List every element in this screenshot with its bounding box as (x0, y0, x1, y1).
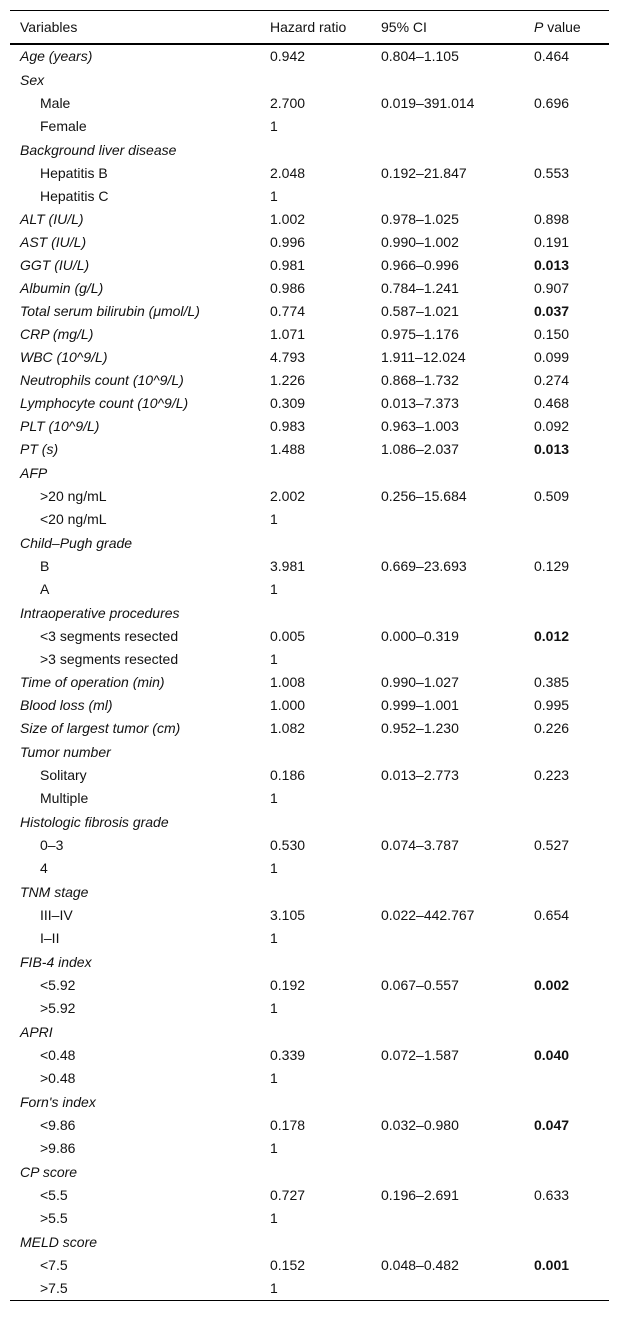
table-row (10, 485, 609, 508)
cell-ci (371, 997, 524, 1020)
table-row (10, 1044, 609, 1067)
cell-ci (371, 531, 524, 555)
cell-variable: GGT (IU/L) (20, 257, 90, 273)
cell-variable: B (40, 558, 50, 574)
table-row (10, 346, 609, 369)
hazard-ratio-table (10, 10, 609, 1301)
table-row (10, 717, 609, 740)
cell-variable: Background liver disease (20, 142, 177, 158)
cell-hazard-ratio: 1 (270, 581, 278, 597)
cell-ci (371, 1230, 524, 1254)
cell-ci (371, 1277, 524, 1301)
cell-p-value (524, 740, 609, 764)
cell-p-value (524, 531, 609, 555)
cell-hazard-ratio: 0.192 (270, 977, 306, 993)
cell-ci: 0.804–1.105 (381, 48, 459, 64)
cell-p-value: 0.898 (534, 211, 570, 227)
cell-variable: <20 ng/mL (40, 511, 107, 527)
table-row (10, 950, 609, 974)
cell-p-value: 0.509 (534, 488, 570, 504)
cell-hazard-ratio: 1 (270, 188, 278, 204)
cell-hazard-ratio: 0.983 (270, 418, 306, 434)
cell-p-value (524, 1020, 609, 1044)
cell-ci (371, 578, 524, 601)
cell-p-value: 0.002 (534, 977, 570, 993)
cell-ci: 0.669–23.693 (381, 558, 467, 574)
table-row (10, 162, 609, 185)
cell-hazard-ratio: 1 (270, 860, 278, 876)
cell-p-value: 0.385 (534, 674, 570, 690)
cell-ci (371, 461, 524, 485)
table-row (10, 578, 609, 601)
cell-variable: Albumin (g/L) (20, 280, 104, 296)
cell-p-value (524, 648, 609, 671)
cell-hazard-ratio: 1.488 (270, 441, 306, 457)
table-row (10, 44, 609, 68)
table-row (10, 1184, 609, 1207)
table-row (10, 810, 609, 834)
cell-ci (371, 115, 524, 138)
cell-variable: AFP (20, 465, 48, 481)
cell-ci (371, 810, 524, 834)
cell-p-value: 0.654 (534, 907, 570, 923)
cell-p-value: 0.995 (534, 697, 570, 713)
cell-hazard-ratio (260, 880, 371, 904)
cell-hazard-ratio: 0.005 (270, 628, 306, 644)
table-row (10, 277, 609, 300)
cell-p-value: 0.047 (534, 1117, 570, 1133)
table-row (10, 1277, 609, 1301)
cell-ci (371, 927, 524, 950)
table-row (10, 185, 609, 208)
cell-ci: 0.963–1.003 (381, 418, 459, 434)
table-row (10, 904, 609, 927)
table-row (10, 648, 609, 671)
cell-variable: >3 segments resected (40, 651, 179, 667)
cell-ci: 0.990–1.027 (381, 674, 459, 690)
cell-p-value: 0.037 (534, 303, 570, 319)
header-ci: 95% CI (371, 11, 524, 45)
cell-hazard-ratio: 1 (260, 1277, 371, 1301)
cell-variable: <0.48 (40, 1047, 76, 1063)
cell-ci: 0.013–2.773 (381, 767, 459, 783)
cell-variable: Solitary (40, 767, 87, 783)
cell-variable: Histologic fibrosis grade (20, 814, 169, 830)
table-row (10, 1090, 609, 1114)
cell-variable: 4 (40, 860, 48, 876)
table-row (10, 138, 609, 162)
cell-variable: <5.92 (40, 977, 76, 993)
cell-ci: 0.048–0.482 (381, 1257, 459, 1273)
cell-hazard-ratio: 2.700 (270, 95, 306, 111)
cell-variable: Time of operation (min) (20, 674, 165, 690)
cell-variable: APRI (20, 1024, 53, 1040)
table-row (10, 1230, 609, 1254)
cell-ci: 0.990–1.002 (381, 234, 459, 250)
cell-ci (371, 1160, 524, 1184)
cell-hazard-ratio: 0.774 (270, 303, 306, 319)
cell-ci: 0.000–0.319 (381, 628, 459, 644)
cell-p-value (524, 68, 609, 92)
cell-hazard-ratio: 0.996 (270, 234, 306, 250)
cell-p-value (524, 1230, 609, 1254)
cell-p-value: 0.099 (534, 349, 570, 365)
cell-p-value: 0.696 (534, 95, 570, 111)
cell-hazard-ratio: 1 (270, 651, 278, 667)
table-row (10, 92, 609, 115)
table-row (10, 601, 609, 625)
cell-variable: >20 ng/mL (40, 488, 107, 504)
cell-ci: 1.911–12.024 (381, 349, 466, 365)
table-row (10, 1137, 609, 1160)
cell-ci: 0.784–1.241 (381, 280, 459, 296)
cell-hazard-ratio: 1 (270, 1000, 278, 1016)
table-row (10, 1207, 609, 1230)
table-row (10, 880, 609, 904)
cell-hazard-ratio: 1 (270, 118, 278, 134)
cell-variable: CRP (mg/L) (20, 326, 94, 342)
cell-variable: Total serum bilirubin (μmol/L) (20, 303, 200, 319)
cell-variable: Age (years) (20, 48, 93, 64)
cell-ci (371, 138, 524, 162)
cell-variable: 0–3 (40, 837, 64, 853)
cell-hazard-ratio (260, 740, 371, 764)
cell-hazard-ratio: 1 (270, 1210, 278, 1226)
cell-p-value: 0.129 (534, 558, 570, 574)
cell-ci: 0.192–21.847 (381, 165, 467, 181)
cell-hazard-ratio: 3.105 (270, 907, 306, 923)
table-row (10, 555, 609, 578)
cell-ci: 0.975–1.176 (381, 326, 459, 342)
cell-ci: 0.952–1.230 (381, 720, 459, 736)
cell-hazard-ratio: 2.048 (270, 165, 306, 181)
cell-p-value: 0.223 (534, 767, 570, 783)
table-row (10, 300, 609, 323)
table-row (10, 834, 609, 857)
cell-ci: 0.022–442.767 (381, 907, 475, 923)
cell-p-value: 0.633 (534, 1187, 570, 1203)
cell-hazard-ratio (260, 531, 371, 555)
cell-ci (371, 648, 524, 671)
table-row (10, 764, 609, 787)
cell-p-value (524, 857, 609, 880)
header-p-value (524, 11, 609, 45)
cell-hazard-ratio: 1 (270, 930, 278, 946)
cell-p-value (524, 1207, 609, 1230)
cell-variable: PT (s) (20, 441, 59, 457)
cell-hazard-ratio: 0.942 (270, 48, 306, 64)
cell-hazard-ratio: 1.002 (270, 211, 306, 227)
table-row (10, 68, 609, 92)
cell-variable: Hepatitis B (40, 165, 108, 181)
cell-hazard-ratio: 4.793 (270, 349, 306, 365)
cell-hazard-ratio (260, 1230, 371, 1254)
cell-ci (371, 1090, 524, 1114)
cell-variable: MELD score (20, 1234, 98, 1250)
cell-p-value: 0.274 (534, 372, 570, 388)
cell-hazard-ratio: 0.986 (270, 280, 306, 296)
cell-variable: PLT (10^9/L) (20, 418, 100, 434)
table-row (10, 115, 609, 138)
cell-ci (371, 601, 524, 625)
header-p-rest: value (543, 19, 581, 35)
cell-p-value (524, 1137, 609, 1160)
table-row (10, 1254, 609, 1277)
cell-p-value: 0.191 (534, 234, 570, 250)
cell-variable: WBC (10^9/L) (20, 349, 108, 365)
cell-hazard-ratio (260, 1020, 371, 1044)
cell-variable: FIB-4 index (20, 954, 92, 970)
cell-ci (371, 740, 524, 764)
cell-hazard-ratio (260, 1090, 371, 1114)
cell-variable: >5.92 (40, 1000, 76, 1016)
cell-variable: III–IV (40, 907, 73, 923)
cell-hazard-ratio: 0.152 (270, 1257, 306, 1273)
cell-variable: >7.5 (10, 1277, 260, 1301)
cell-variable: >5.5 (40, 1210, 68, 1226)
cell-hazard-ratio: 0.530 (270, 837, 306, 853)
cell-ci (371, 857, 524, 880)
cell-p-value (524, 880, 609, 904)
cell-p-value (524, 1160, 609, 1184)
cell-hazard-ratio: 0.981 (270, 257, 306, 273)
cell-variable: I–II (40, 930, 60, 946)
cell-ci: 0.072–1.587 (381, 1047, 459, 1063)
cell-variable: <3 segments resected (40, 628, 179, 644)
table-body (10, 44, 609, 1301)
table-row (10, 997, 609, 1020)
cell-hazard-ratio (260, 950, 371, 974)
cell-variable: <9.86 (40, 1117, 76, 1133)
header-hazard-ratio: Hazard ratio (260, 11, 371, 45)
cell-p-value: 0.527 (534, 837, 570, 853)
cell-p-value (524, 601, 609, 625)
cell-ci (371, 508, 524, 531)
cell-ci: 0.868–1.732 (381, 372, 459, 388)
cell-p-value (524, 787, 609, 810)
cell-p-value (524, 508, 609, 531)
cell-p-value (524, 115, 609, 138)
cell-p-value: 0.226 (534, 720, 570, 736)
header-row (10, 11, 609, 45)
cell-hazard-ratio (260, 68, 371, 92)
cell-ci: 0.013–7.373 (381, 395, 459, 411)
cell-ci (371, 1207, 524, 1230)
table-row (10, 231, 609, 254)
cell-p-value: 0.464 (534, 48, 570, 64)
cell-variable: TNM stage (20, 884, 89, 900)
cell-hazard-ratio: 0.178 (270, 1117, 306, 1133)
table-row (10, 369, 609, 392)
table-row (10, 392, 609, 415)
table-row (10, 1020, 609, 1044)
cell-hazard-ratio: 1.082 (270, 720, 306, 736)
cell-hazard-ratio (260, 1160, 371, 1184)
table-row (10, 254, 609, 277)
cell-hazard-ratio: 1 (270, 511, 278, 527)
cell-p-value: 0.012 (534, 628, 570, 644)
header-p-italic: P (534, 19, 544, 35)
table-row (10, 1067, 609, 1090)
table-row (10, 787, 609, 810)
cell-ci: 0.999–1.001 (381, 697, 459, 713)
cell-ci (371, 1020, 524, 1044)
table-row (10, 927, 609, 950)
cell-ci: 0.032–0.980 (381, 1117, 459, 1133)
cell-ci: 0.966–0.996 (381, 257, 459, 273)
table-row (10, 857, 609, 880)
table-row (10, 323, 609, 346)
cell-p-value: 0.907 (534, 280, 570, 296)
cell-p-value (524, 1067, 609, 1090)
cell-variable: Multiple (40, 790, 89, 806)
cell-hazard-ratio: 3.981 (270, 558, 306, 574)
cell-p-value: 0.013 (534, 257, 570, 273)
cell-p-value (524, 927, 609, 950)
cell-variable: CP score (20, 1164, 78, 1180)
cell-hazard-ratio: 0.727 (270, 1187, 306, 1203)
cell-hazard-ratio (260, 810, 371, 834)
cell-variable: Tumor number (20, 744, 111, 760)
cell-ci (371, 787, 524, 810)
table-row (10, 974, 609, 997)
cell-ci: 1.086–2.037 (381, 441, 459, 457)
cell-p-value: 0.468 (534, 395, 570, 411)
cell-variable: ALT (IU/L) (20, 211, 84, 227)
cell-p-value (524, 461, 609, 485)
cell-p-value: 0.150 (534, 326, 570, 342)
cell-ci (371, 68, 524, 92)
cell-ci: 0.067–0.557 (381, 977, 459, 993)
cell-hazard-ratio: 0.339 (270, 1047, 306, 1063)
cell-ci: 0.019–391.014 (381, 95, 475, 111)
cell-hazard-ratio: 2.002 (270, 488, 306, 504)
cell-variable: Sex (20, 72, 45, 88)
cell-variable: Female (40, 118, 87, 134)
cell-variable: Forn's index (20, 1094, 96, 1110)
cell-variable: AST (IU/L) (20, 234, 87, 250)
table-row (10, 671, 609, 694)
table-row (10, 625, 609, 648)
table-row (10, 461, 609, 485)
cell-hazard-ratio: 1 (270, 1140, 278, 1156)
cell-hazard-ratio: 0.186 (270, 767, 306, 783)
cell-p-value (524, 810, 609, 834)
cell-variable: Male (40, 95, 71, 111)
cell-ci (371, 1067, 524, 1090)
table-container (10, 10, 609, 1301)
cell-variable: >0.48 (40, 1070, 76, 1086)
cell-ci (371, 1137, 524, 1160)
table-row (10, 740, 609, 764)
cell-variable: Child–Pugh grade (20, 535, 133, 551)
cell-variable: Neutrophils count (10^9/L) (20, 372, 184, 388)
cell-ci (371, 185, 524, 208)
table-row (10, 531, 609, 555)
table-row (10, 1114, 609, 1137)
table-header (10, 11, 609, 45)
cell-hazard-ratio: 1 (270, 790, 278, 806)
cell-ci: 0.074–3.787 (381, 837, 459, 853)
cell-variable: Hepatitis C (40, 188, 109, 204)
table-row (10, 438, 609, 461)
cell-hazard-ratio: 1.008 (270, 674, 306, 690)
cell-p-value (524, 1277, 609, 1301)
cell-p-value: 0.553 (534, 165, 570, 181)
cell-p-value: 0.001 (534, 1257, 570, 1273)
cell-hazard-ratio (260, 138, 371, 162)
cell-ci: 0.978–1.025 (381, 211, 459, 227)
cell-p-value (524, 950, 609, 974)
cell-p-value (524, 185, 609, 208)
cell-p-value: 0.092 (534, 418, 570, 434)
cell-ci (371, 950, 524, 974)
cell-variable: Size of largest tumor (cm) (20, 720, 181, 736)
cell-variable: Lymphocyte count (10^9/L) (20, 395, 189, 411)
cell-hazard-ratio: 1 (270, 1070, 278, 1086)
cell-ci: 0.196–2.691 (381, 1187, 459, 1203)
cell-variable: <7.5 (40, 1257, 68, 1273)
cell-hazard-ratio: 0.309 (270, 395, 306, 411)
cell-p-value (524, 578, 609, 601)
cell-p-value: 0.040 (534, 1047, 570, 1063)
cell-ci (371, 880, 524, 904)
cell-hazard-ratio: 1.226 (270, 372, 306, 388)
cell-variable: <5.5 (40, 1187, 68, 1203)
cell-ci: 0.587–1.021 (381, 303, 459, 319)
cell-p-value (524, 138, 609, 162)
cell-variable: Blood loss (ml) (20, 697, 113, 713)
cell-ci: 0.256–15.684 (381, 488, 467, 504)
table-row (10, 208, 609, 231)
cell-hazard-ratio (260, 461, 371, 485)
cell-variable: A (40, 581, 50, 597)
cell-hazard-ratio (260, 601, 371, 625)
table-row (10, 415, 609, 438)
cell-p-value (524, 997, 609, 1020)
table-row (10, 694, 609, 717)
cell-variable: >9.86 (40, 1140, 76, 1156)
cell-variable: Intraoperative procedures (20, 605, 180, 621)
cell-hazard-ratio: 1.000 (270, 697, 306, 713)
cell-p-value (524, 1090, 609, 1114)
cell-p-value: 0.013 (534, 441, 570, 457)
table-row (10, 508, 609, 531)
cell-hazard-ratio: 1.071 (270, 326, 306, 342)
header-variables: Variables (10, 11, 260, 45)
table-row (10, 1160, 609, 1184)
